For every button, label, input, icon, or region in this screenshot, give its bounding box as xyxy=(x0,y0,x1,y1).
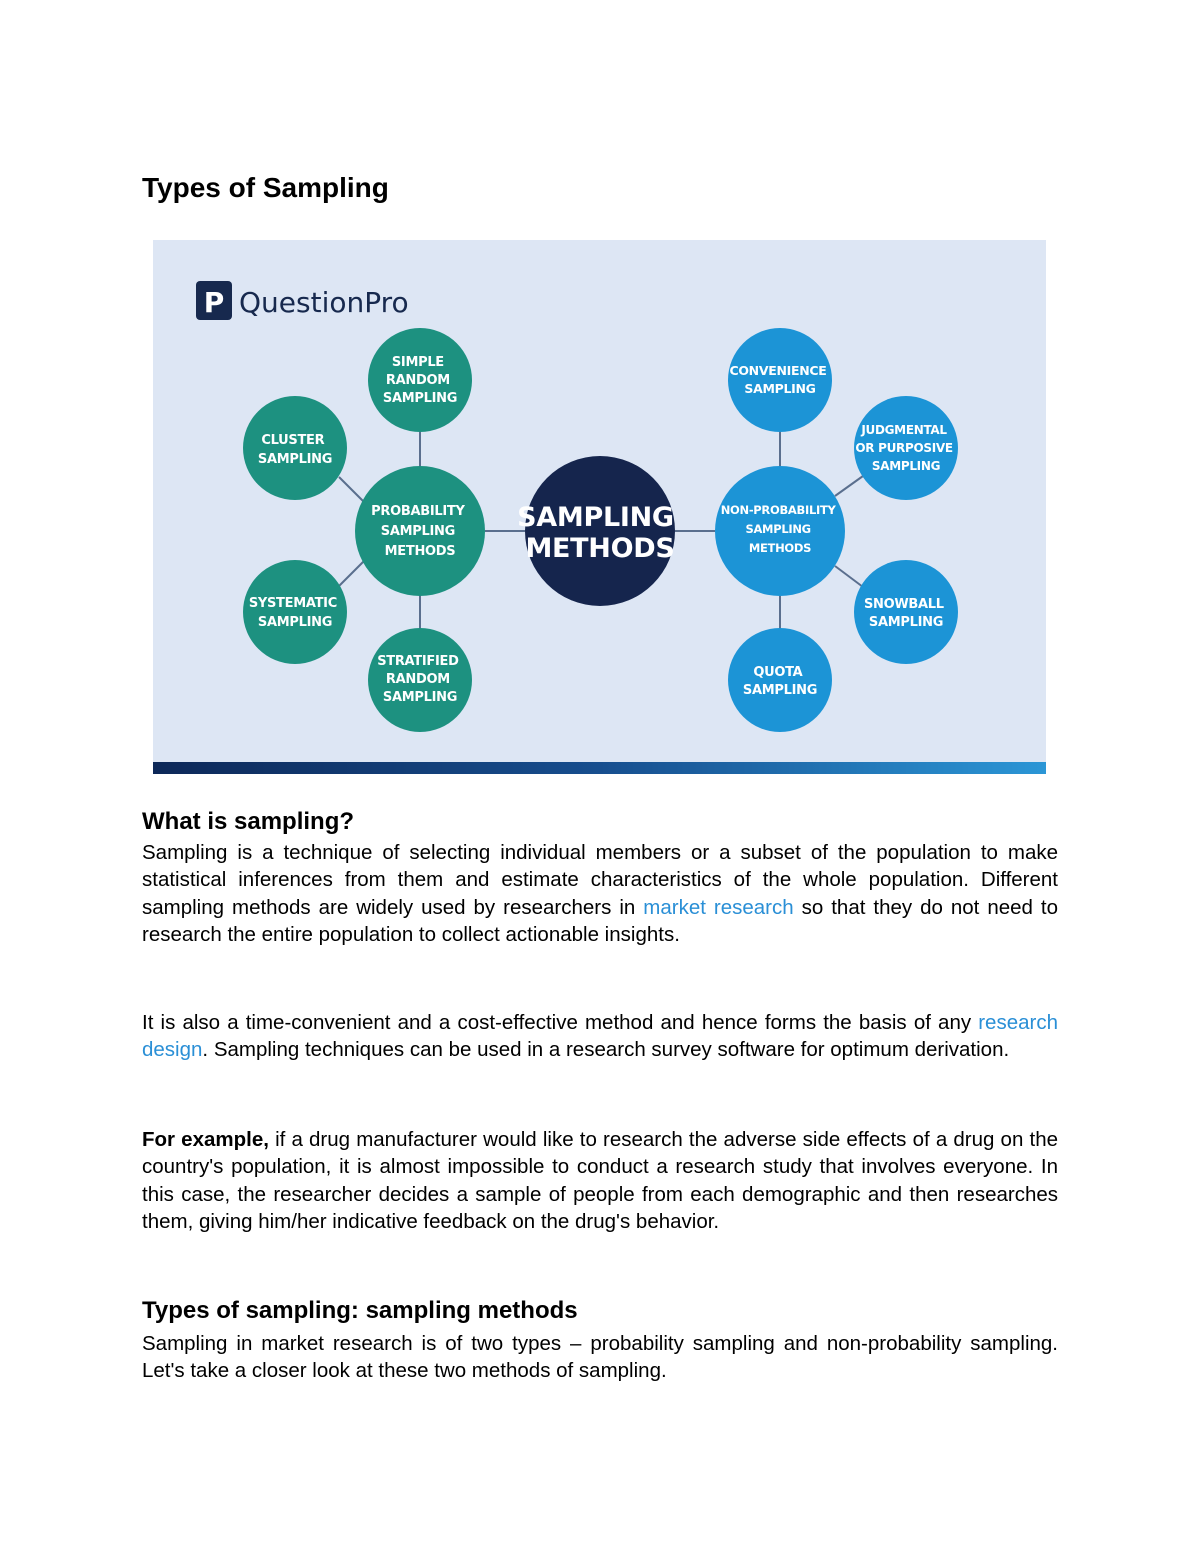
research-design-link[interactable]: research design xyxy=(142,1011,1058,1062)
section-heading-types-of-sampling: Types of sampling: sampling methods xyxy=(142,1297,578,1324)
non-probability-sampling-label: NON-PROBABILITY SAMPLING METHODS xyxy=(720,503,836,555)
section-heading-what-is-sampling: What is sampling? xyxy=(142,808,355,835)
connector-snowball xyxy=(835,566,863,587)
connector-systematic xyxy=(339,561,364,586)
quota-sampling-label: QUOTA SAMPLING xyxy=(742,665,818,698)
paragraph-example: For example, if a drug manufacturer would like to research the adverse side effects of a drug on the country's population, it is almost impossible to conduct a research study that involves everyone. In this case, the researcher decides a sample of people from each demographic and then researches them, giving him/her indicative feedback on the drug's behavior. xyxy=(142,1128,1058,1233)
sampling-methods-diagram xyxy=(153,240,1046,774)
diagram-footer-bar xyxy=(153,762,1046,774)
paragraph-definition: Sampling is a technique of selecting individual members or a subset of the population to make statistical inferences from them and estimate characteristics of the whole population. Different sampling methods are widely used by researchers in market research so that they do not need to research the entire population to collect actionable insights. xyxy=(142,841,1058,946)
paragraph-time-convenient: It is also a time-convenient and a cost-effective method and hence forms the basis of any research design. Sampling techniques can be used in a research survey software for optimum derivation. xyxy=(142,1011,1058,1062)
convenience-sampling-circle xyxy=(728,328,832,432)
questionpro-logo-text: QuestionPro xyxy=(239,286,409,319)
snowball-sampling-label: SNOWBALL SAMPLING xyxy=(863,597,944,630)
snowball-sampling-circle xyxy=(854,560,958,664)
systematic-sampling-label: SYSTEMATIC SAMPLING xyxy=(248,596,337,630)
diagram-svg xyxy=(153,240,1046,774)
stratified-random-sampling-label: STRATIFIED RANDOM SAMPLING xyxy=(377,654,459,705)
connector-cluster xyxy=(339,477,364,502)
convenience-sampling-label: CONVENIENCE SAMPLING xyxy=(729,363,827,396)
example-label: For example, xyxy=(142,1128,269,1151)
connector-judgmental xyxy=(835,476,863,496)
simple-random-sampling-label: SIMPLE RANDOM SAMPLING xyxy=(382,355,458,406)
questionpro-logo-letter: P xyxy=(203,286,225,319)
cluster-sampling-label: CLUSTER SAMPLING xyxy=(257,433,333,467)
probability-sampling-label: PROBABILITY SAMPLING METHODS xyxy=(371,504,465,559)
paragraph-two-types: Sampling in market research is of two types – probability sampling and non-probability sampling. Let's take a closer look at these two methods of sampling. xyxy=(142,1332,1058,1383)
systematic-sampling-circle xyxy=(243,560,347,664)
market-research-link[interactable]: market research xyxy=(643,895,794,919)
sampling-methods-label: SAMPLING METHODS xyxy=(517,502,675,564)
questionpro-logo xyxy=(196,281,409,320)
quota-sampling-circle xyxy=(728,628,832,732)
judgmental-sampling-label: JUDGMENTAL OR PURPOSIVE SAMPLING xyxy=(855,423,953,473)
page-title: Types of Sampling xyxy=(142,172,389,203)
cluster-sampling-circle xyxy=(243,396,347,500)
